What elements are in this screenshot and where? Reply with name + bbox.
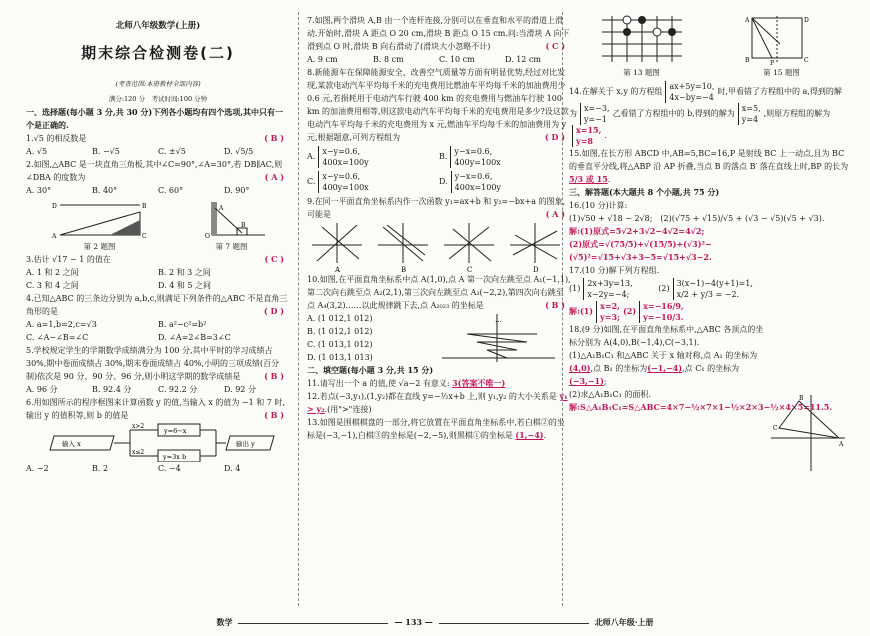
answer: (1,−4) — [515, 430, 544, 440]
footer-subject: 数学 — [216, 617, 233, 627]
question-text: 6.用如图所示的程序框图来计算函数 y 的值,当输入 x 的值为 −1 和 7 时,输出 y 的值积等,则 b 的值是 — [26, 398, 285, 420]
answer: (−1,−4) — [647, 363, 683, 373]
svg-text:B: B — [744, 57, 749, 64]
svg-text:B: B — [240, 222, 245, 229]
svg-text:D: D — [803, 17, 809, 24]
option: B. 8 cm — [373, 55, 404, 64]
option: D. 12 cm — [505, 55, 542, 64]
question-10-body — [307, 312, 571, 364]
answer: y₁ > y₂ — [307, 391, 568, 414]
question-text: 12.若点(−3,y₁),(1,y₂)都在直线 y=−½x+b 上,则 y₁,y₂ 的大小关系是 — [307, 392, 557, 401]
answer: ( C ) — [545, 41, 565, 51]
flow-input: 输入 x — [62, 440, 81, 448]
figures-13-15 — [569, 14, 849, 79]
option: C. −4 — [158, 464, 181, 473]
figures-2-7 — [26, 200, 290, 253]
question-13: 13.如图是围棋棋盘的一部分,将它放置在平面直角坐标系中,若白棋②的坐标是(−3,−1),白棋③的坐标是(−2,−5),则黑棋①的坐标是 (1,−4). — [307, 418, 565, 440]
svg-text:B: B — [401, 266, 407, 273]
answer: (−3,−1) — [569, 376, 604, 386]
answer: ( A ) — [545, 209, 565, 219]
option: C. 92.2 分 — [158, 385, 198, 394]
page-number: 133 — [405, 617, 422, 627]
option: D. √5/5 — [224, 147, 254, 156]
question-text: 9.在同一平面直角坐标系内作一次函数 y₁=ax+b 和 y₂=−bx+a 的图象,可能是 — [307, 197, 566, 219]
column-right — [569, 14, 849, 473]
option: D. 90° — [224, 186, 250, 195]
option: C.x−y=0.6, 400y=100x — [307, 171, 439, 193]
section-choice-title: 一、选择题(每小题 3 分,共 30 分)下列各小题均有四个选项,其中只有一个是正确的. — [26, 107, 283, 130]
question-17: 17.(10 分)解下列方程组. — [569, 266, 660, 275]
question-14: 14.在解关于 x,y 的方程组ax+5y=10, 4x−by=−4时,甲看错了方程组中的 a,得到的解为x=−3, y=−1乙看错了方程组中的 b,得到的解为x=5, y=4,则原方程组的解为x=15, y=8. — [569, 82, 842, 146]
option: D. 4 和 5 之间 — [158, 281, 212, 290]
option: C. 10 cm — [439, 55, 475, 64]
option: A. a=1,b=2,c=√3 — [26, 320, 97, 329]
svg-text:A: A — [744, 17, 749, 24]
question-text: 3.估计 √17 − 1 的值在 — [26, 255, 111, 264]
flow-output: 输出 y — [236, 440, 255, 448]
graph-d — [510, 223, 560, 273]
svg-text:A: A — [335, 266, 341, 273]
option: C. ∠A−∠B=∠C — [26, 333, 89, 342]
solution-b: x=5, y=4 — [738, 103, 761, 125]
svg-text:A: A — [839, 441, 844, 448]
linear-graphs-figure — [307, 221, 571, 273]
flowchart-figure — [26, 422, 290, 462]
question-text: 2.如图,△ABC 是一块直角三角板,其中∠C=90°,∠A=30°,若 DB∥AC,则∠DBA 的度数为 — [26, 160, 283, 182]
svg-text:B: B — [799, 395, 804, 402]
section-fill-title: 二、填空题(每小题 3 分,共 15 分) — [307, 365, 434, 375]
question-3 — [26, 253, 290, 266]
question-text: 14.在解关于 x,y 的方程组 — [569, 87, 663, 96]
question-text: 1.√5 的相反数是 — [26, 134, 87, 143]
flow-func1: y=6−x — [164, 427, 187, 435]
question-text: 15.如图,在长方形 ABCD 中,AB=5,BC=16,P 是射线 BC 上一动点,且为 BC 的垂直平分线,将△ABP 沿 AP 折叠,当点 B 的落点 B′ 落在直线上时,BP 的长为 — [569, 149, 849, 171]
column-divider — [298, 12, 299, 606]
question-7 — [307, 14, 571, 53]
graph-b — [378, 223, 428, 273]
question-text: ,则原方程组的解为 — [763, 109, 831, 118]
option: C. 60° — [158, 186, 184, 195]
question-text: 7.如图,两个滑块 A,B 由一个连杆连接,分别可以在垂直和水平的滑道上滑动.开始时,滑块 A 距点 O 20 cm,滑块 B 距点 O 15 cm.问:当滑块 A 向下滑到点 O 时,滑块 B 向右滑动了(滑块大小忽略不计) — [307, 16, 570, 51]
options — [26, 462, 290, 475]
options — [307, 53, 571, 66]
rectangle-fold-figure — [742, 14, 822, 66]
options — [26, 383, 290, 396]
question-16-expr: (1)√50 + √18 − 2√8; (2)(√75 + √15)/√5 + (√3 − √5)(√5 + √3). — [569, 214, 825, 223]
option: A. 30° — [26, 186, 52, 195]
answer: ( B ) — [545, 300, 565, 310]
answer: (4,0) — [569, 363, 591, 373]
options — [26, 266, 290, 292]
question-5 — [26, 344, 290, 383]
question-text: 乙看错了方程组中的 b,得到的解为 — [612, 109, 735, 118]
answer: ( A ) — [264, 172, 284, 182]
svg-text:B: B — [141, 203, 146, 210]
svg-text:O: O — [204, 233, 210, 240]
option: A. 96 分 — [26, 385, 58, 394]
question-12 — [307, 390, 571, 416]
question-text: 10.如图,在平面直角坐标系中点 A(1,0),点 A 第一次向左跳至点 A₁(−1,1),第二次向右跳至点 A₂(2,1),第三次向左跳至点 A₃(−2,2),第四次向右跳至点 A₄(3,2)……以此规律跳下去,点 A₂₀₂₃ 的坐标是 — [307, 275, 571, 310]
triangle-figure — [50, 200, 150, 240]
question-18-2: (2)求△A₁B₁C₁ 的面积. — [569, 390, 651, 399]
answer: ( D ) — [544, 132, 565, 142]
question-16: 16.(10 分)计算: — [569, 201, 628, 210]
question-text: 时,甲看错了方程组中的 a,得到的解为 — [569, 87, 842, 118]
figure-caption: 第 13 题图 — [623, 68, 660, 77]
options — [307, 312, 437, 364]
option: B. (1 012,1 012) — [307, 327, 373, 336]
option: C. 3 和 4 之间 — [26, 281, 79, 290]
answer: ( B ) — [264, 371, 284, 381]
question-text: .(用">"连接) — [324, 405, 372, 414]
slider-figure — [197, 200, 267, 240]
page-footer: 数学 — 133 — 北师八年级·上册 — [216, 617, 654, 627]
question-text: 5.学校规定学生的学期数学成绩满分为 100 分,其中平时的学习成绩占 30%,期中卷面成绩占 30%,期末卷面成绩占 40%,小明的三项成绩(百分制)依次是 90 分、90 分、96 分,则小明这学期的数学成绩是 — [26, 346, 280, 381]
option: D. 4 — [224, 464, 241, 473]
option: A.x−y=0.6, 400x=100y — [307, 146, 439, 168]
solution-16-2: (2)原式=√(75/5)+√(15/5)+(√3)²−(√5)²=√15+√3+3−5=√15+√3−2. — [569, 239, 712, 262]
question-4 — [26, 292, 290, 318]
coordinate-figure — [769, 393, 847, 473]
book-header: 北师八年级数学(上册) — [115, 21, 201, 31]
solution-16-1: 解:(1)原式=5√2+3√2−4√2=4√2; — [569, 226, 705, 236]
answer: ( D ) — [263, 306, 284, 316]
options — [26, 145, 290, 158]
answer: 3(答案不唯一) — [452, 378, 506, 388]
question-text: 13.如图是围棋棋盘的一部分,将它放置在平面直角坐标系中,若白棋②的坐标是(−3,−1),白棋③的坐标是(−2,−5),则黑棋①的坐标是 — [307, 418, 565, 440]
option: A. 1 和 2 之间 — [26, 268, 79, 277]
answer: ( B ) — [264, 410, 284, 420]
graph-c — [444, 223, 494, 273]
option: A. (1 012,1 012) — [307, 314, 373, 323]
answer: x=15, y=8 — [572, 125, 601, 147]
svg-text:C: C — [773, 425, 778, 432]
flow-func2: y=3x b — [163, 453, 187, 461]
exam-title: 期末综合检测卷(二) — [81, 44, 235, 62]
graph-a — [312, 223, 362, 273]
exam-scope: (考查范围:本册教材全部内容) — [115, 80, 201, 88]
option: C. (1 013,1 012) — [307, 340, 373, 349]
svg-text:C: C — [467, 266, 473, 273]
option: A. 9 cm — [307, 55, 338, 64]
svg-text:D: D — [51, 203, 57, 210]
solution-a: x=−3, y=−1 — [580, 103, 610, 125]
exam-time: 满分:120 分 考试时间:100 分钟 — [108, 95, 208, 103]
option: C. ±√5 — [158, 147, 186, 156]
section-solve-title: 三、解答题(本大题共 8 个小题,共 75 分) — [569, 187, 720, 197]
options — [26, 318, 290, 344]
question-text: 4.已知△ABC 的三条边分别为 a,b,c,则满足下列条件的△ABC 不是直角三角形的是 — [26, 294, 288, 316]
svg-text:A: A — [218, 205, 223, 212]
question-17-systems: (1)2x+3y=13, x−2y=−4; (2)3(x−1)−4(y+1)=1, x/2 + y/3 = −2. — [569, 279, 753, 299]
question-9 — [307, 195, 571, 221]
option: A. −2 — [26, 464, 49, 473]
question-text: 11.请写出一个 a 的值,使 √a−2 有意义: — [307, 379, 450, 388]
solution-17: 解:(1) x=2, y=3;(2) x=−16/9, y=−10/3. — [569, 301, 684, 322]
options — [26, 184, 290, 197]
option: B. 92.4 分 — [92, 385, 132, 394]
flow-cond2: x≤2 — [132, 449, 145, 456]
zigzag-figure — [437, 312, 557, 364]
footer-book: 北师八年级·上册 — [594, 617, 654, 627]
option: B. 2 — [92, 464, 109, 473]
figure-caption: 第 7 题图 — [215, 242, 248, 251]
go-board-figure — [597, 14, 687, 66]
svg-text:P: P — [769, 60, 774, 66]
figure-caption: 第 15 题图 — [763, 68, 800, 77]
answer: ( C ) — [264, 254, 284, 264]
svg-text:D: D — [533, 266, 539, 273]
equation-system: ax+5y=10, 4x−by=−4 — [665, 81, 714, 103]
question-18-block — [569, 323, 849, 473]
svg-text:C: C — [141, 233, 147, 240]
question-18-1: (1)△A₁B₁C₁ 和△ABC 关于 x 轴对称,点 A₁ 的坐标为(4,0),点 B₁ 的坐标为(−1,−4),点 C₁ 的坐标为(−3,−1); — [569, 351, 758, 386]
solution-18: 解:S△A₁B₁C₁=S△ABC=4×7−½×7×1−½×2×3−½×4×5=11.5. — [569, 402, 833, 412]
column-left — [26, 14, 290, 475]
option: B. a²−c²=b² — [158, 320, 207, 329]
question-18: 18.(9 分)如图,在平面直角坐标系中,△ABC 各顶点的坐标分别为 A(4,0),B(−1,4),C(−3,1). — [569, 325, 764, 347]
flow-cond1: x>2 — [132, 423, 145, 430]
question-15: 15.如图,在长方形 ABCD 中,AB=5,BC=16,P 是射线 BC 上一动点,且为 BC 的垂直平分线,将△ABP 沿 AP 折叠,当点 B 的落点 B′ 落在直线上时,BP 的长为 5/3 或 15. — [569, 149, 849, 184]
question-2 — [26, 158, 290, 184]
option: D. 92 分 — [224, 385, 256, 394]
svg-text:C: C — [803, 57, 809, 64]
question-10 — [307, 273, 571, 312]
option: D. (1 013,1 013) — [307, 353, 373, 362]
question-8 — [307, 66, 571, 144]
option: B. 40° — [92, 186, 118, 195]
options — [307, 146, 571, 193]
option: D.y−x=0.6, 400x=100y — [439, 171, 571, 193]
figure-caption: 第 2 题图 — [83, 242, 116, 251]
svg-text:…: … — [495, 316, 502, 324]
question-text: 8.新能源车在保障能源安全、改善空气质量等方面有明显优势,经过对比发现,某款电动汽车平均每千米的充电费用比燃油车平均每千米的加油费用少 0.6 元,若损耗用于电动汽车行驶 400 km 的充电费用与燃油车行驶 100 km 的加油费用相等,则这款电动汽车平均每千米的充电费用是多少?设这款电动汽车平均每千米的充电费用为 x 元,燃油车平均每千米的加油费用为 y 元,根据题意,可列方程组为 — [307, 68, 569, 142]
question-6 — [26, 396, 290, 422]
answer: ( B ) — [264, 133, 284, 143]
answer: 5/3 或 15 — [569, 174, 608, 184]
svg-text:A: A — [51, 233, 56, 240]
question-11 — [307, 377, 571, 390]
option: B. −√5 — [92, 147, 120, 156]
option: A. √5 — [26, 147, 48, 156]
question-1 — [26, 132, 290, 145]
option: D. ∠A=2∠B=3∠C — [158, 333, 231, 342]
option: B. 2 和 3 之间 — [158, 268, 211, 277]
option: B.y−x=0.6, 400y=100x — [439, 146, 571, 168]
column-middle — [307, 14, 571, 442]
